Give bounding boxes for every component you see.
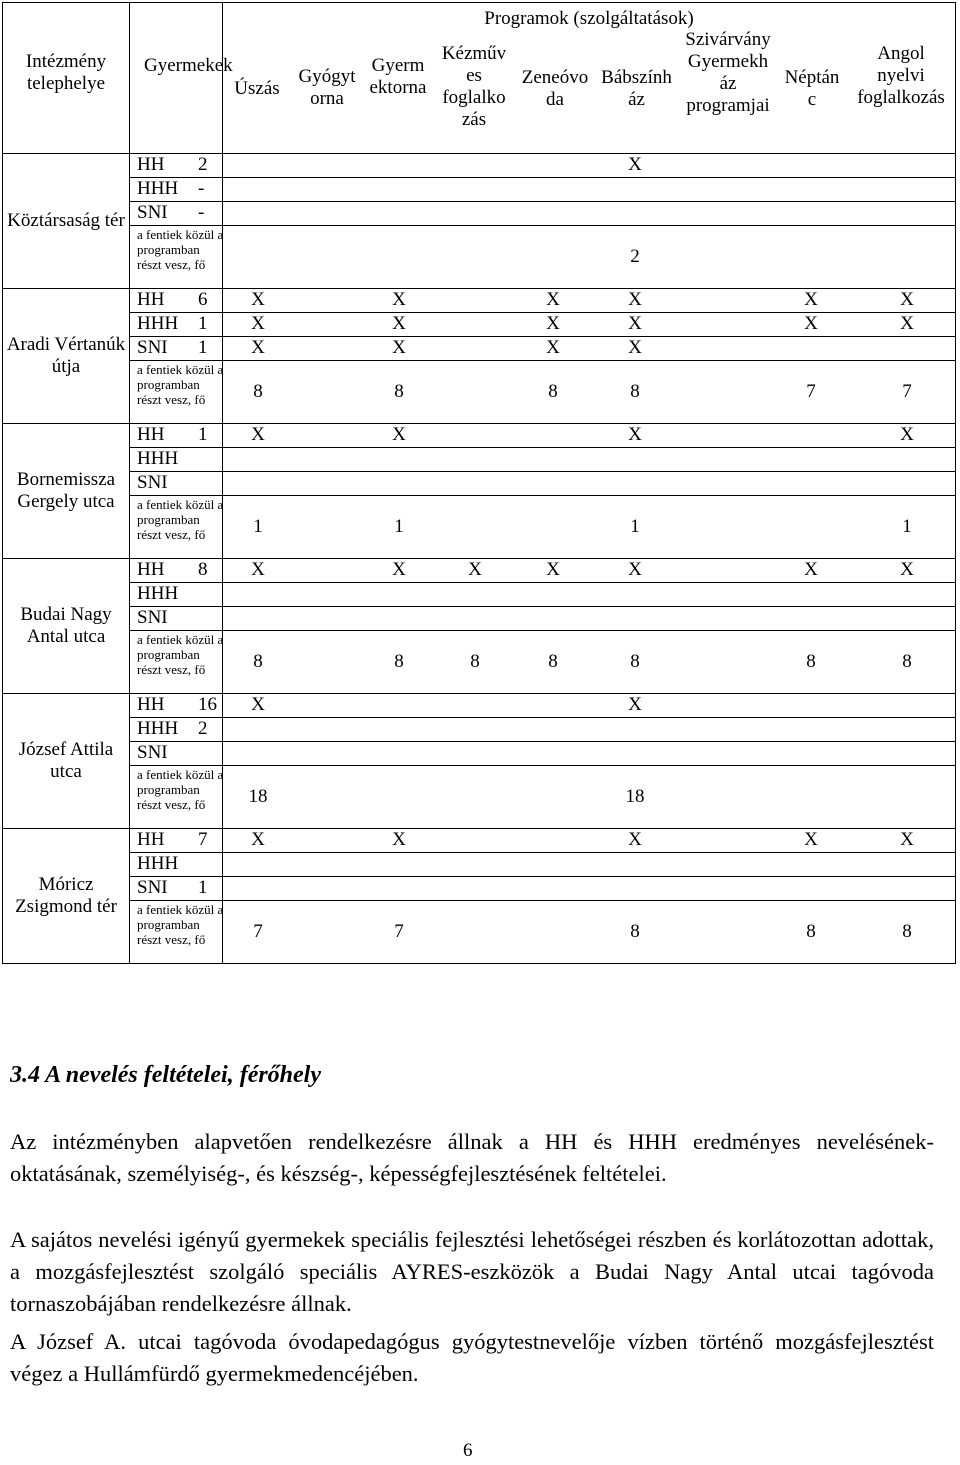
- program-mark: X: [392, 313, 406, 334]
- table-row: [3, 337, 956, 361]
- category-cell-participants: [130, 361, 223, 424]
- table-row: [3, 178, 956, 202]
- program-header-uszas: Úszás: [234, 78, 280, 99]
- program-values-cell: [223, 202, 956, 226]
- paragraph: Az intézményben alapvetően rendelkezésre állnak a HH és HHH eredményes nevelésének-oktatásának, személyiség-, és készség-, képességfejlesztésének feltételei.: [10, 1129, 934, 1186]
- institution-name: Móricz Zsigmond tér: [3, 829, 130, 964]
- program-mark: X: [392, 289, 406, 310]
- programs-table: [2, 2, 956, 964]
- header-programs: [223, 3, 956, 154]
- program-values-cell: [223, 496, 956, 559]
- program-header-kezmuves: Kézműves foglalkozás: [441, 43, 507, 130]
- category-label: SNI: [137, 337, 168, 358]
- category-cell-sni: [130, 337, 223, 361]
- program-mark: X: [251, 694, 265, 715]
- participant-count: 7: [806, 381, 816, 402]
- category-count: 6: [198, 289, 208, 310]
- program-mark: X: [628, 559, 642, 580]
- category-count: 2: [198, 718, 208, 739]
- program-values-cell: [223, 424, 956, 448]
- table-row: [3, 766, 956, 829]
- program-mark: X: [392, 559, 406, 580]
- program-header-gyogytorna: Gyógytorna: [298, 66, 356, 109]
- participant-count: 7: [253, 921, 263, 942]
- program-values-cell: [223, 901, 956, 964]
- table-row: [3, 361, 956, 424]
- participant-count: 8: [630, 651, 640, 672]
- program-mark: X: [804, 289, 818, 310]
- category-cell-participants: [130, 901, 223, 964]
- program-mark: X: [804, 313, 818, 334]
- participant-count: 8: [394, 651, 404, 672]
- category-label: a fentiek közül a programban részt vesz, fő: [137, 227, 224, 272]
- category-cell-sni: [130, 202, 223, 226]
- program-mark: X: [546, 289, 560, 310]
- participant-count: 8: [470, 651, 480, 672]
- category-label: HH: [137, 559, 165, 580]
- category-label: a fentiek közül a programban részt vesz, fő: [137, 767, 224, 812]
- participant-count: 8: [630, 921, 640, 942]
- program-mark: X: [628, 424, 642, 445]
- category-cell-participants: [130, 766, 223, 829]
- table-row: [3, 472, 956, 496]
- category-cell-hhh: [130, 448, 223, 472]
- category-count: 16: [198, 694, 217, 715]
- table-row: [3, 631, 956, 694]
- program-mark: X: [628, 694, 642, 715]
- participant-count: 8: [806, 921, 816, 942]
- category-cell-hh: [130, 829, 223, 853]
- participant-count: 1: [630, 516, 640, 537]
- program-mark: X: [392, 337, 406, 358]
- category-count: 1: [198, 424, 208, 445]
- program-mark: X: [628, 337, 642, 358]
- paragraph: A sajátos nevelési igényű gyermekek speciális fejlesztési lehetőségei részben és korlátozottan adottak, a mozgásfejlesztést szolgáló speciális AYRES-eszközök a Budai Nagy Antal utcai tagóvoda tornaszobájában rendelkezésre állnak.: [10, 1227, 934, 1316]
- category-label: SNI: [137, 472, 168, 493]
- table-row: [3, 718, 956, 742]
- category-label: HH: [137, 424, 165, 445]
- program-values-cell: [223, 559, 956, 583]
- institution-name: Köztársaság tér: [3, 154, 130, 289]
- category-count: 1: [198, 877, 208, 898]
- table-row: [3, 496, 956, 559]
- category-cell-sni: [130, 607, 223, 631]
- table-row: [3, 226, 956, 289]
- category-label: HHH: [137, 448, 179, 469]
- participant-count: 8: [806, 651, 816, 672]
- program-values-cell: [223, 631, 956, 694]
- participant-count: 1: [902, 516, 912, 537]
- category-count: 8: [198, 559, 208, 580]
- program-values-cell: [223, 337, 956, 361]
- category-label: HH: [137, 289, 165, 310]
- table-row: [3, 154, 956, 178]
- program-values-cell: [223, 583, 956, 607]
- category-label: HHH: [137, 178, 179, 199]
- category-label: a fentiek közül a programban részt vesz, fő: [137, 497, 224, 542]
- programs-header-label: Programok (szolgáltatások): [484, 8, 694, 29]
- program-mark: X: [251, 337, 265, 358]
- category-label: a fentiek közül a programban részt vesz, fő: [137, 902, 224, 947]
- category-cell-participants: [130, 631, 223, 694]
- participant-count: 8: [394, 381, 404, 402]
- program-mark: X: [900, 829, 914, 850]
- category-cell-hhh: [130, 853, 223, 877]
- category-count: -: [198, 178, 205, 199]
- category-label: HHH: [137, 583, 179, 604]
- program-values-cell: [223, 313, 956, 337]
- institution-name: Budai Nagy Antal utca: [3, 559, 130, 694]
- participant-count: 1: [253, 516, 263, 537]
- participant-count: 2: [630, 246, 640, 267]
- category-count: -: [198, 202, 205, 223]
- program-mark: X: [468, 559, 482, 580]
- program-mark: X: [900, 424, 914, 445]
- page-number: 6: [463, 1440, 473, 1461]
- category-cell-sni: [130, 742, 223, 766]
- table-row: [3, 313, 956, 337]
- program-values-cell: [223, 853, 956, 877]
- program-mark: X: [546, 313, 560, 334]
- program-values-cell: [223, 607, 956, 631]
- category-cell-hhh: [130, 718, 223, 742]
- program-mark: X: [546, 559, 560, 580]
- category-label: SNI: [137, 607, 168, 628]
- program-mark: X: [628, 829, 642, 850]
- paragraph: A József A. utcai tagóvoda óvodapedagógus gyógytestnevelője vízben történő mozgásfejlesztést végez a Hullámfürdő gyermekmedencéjében.: [10, 1329, 934, 1386]
- table-row: [3, 742, 956, 766]
- program-mark: X: [628, 289, 642, 310]
- participant-count: 8: [902, 651, 912, 672]
- program-values-cell: [223, 472, 956, 496]
- category-label: HH: [137, 694, 165, 715]
- program-mark: X: [804, 829, 818, 850]
- program-values-cell: [223, 361, 956, 424]
- table-row: [3, 202, 956, 226]
- participant-count: 8: [630, 381, 640, 402]
- category-cell-hh: [130, 559, 223, 583]
- institution-name: Bornemissza Gergely utca: [3, 424, 130, 559]
- category-cell-hh: [130, 289, 223, 313]
- institution-name: Aradi Vértanúk útja: [3, 289, 130, 424]
- category-label: HHH: [137, 313, 179, 334]
- program-header-szivarvany: Szivárvány Gyermekház programjai: [685, 29, 771, 116]
- program-values-cell: [223, 289, 956, 313]
- category-label: HHH: [137, 718, 179, 739]
- table-row: [3, 559, 956, 583]
- category-label: a fentiek közül a programban részt vesz, fő: [137, 632, 224, 677]
- header-children: [130, 3, 233, 154]
- header-children-label: Gyermekek: [144, 55, 233, 76]
- program-values-cell: [223, 877, 956, 901]
- section-title: 3.4 A nevelés feltételei, férőhely: [10, 1062, 322, 1088]
- table-row: [3, 424, 956, 448]
- participant-count: 18: [248, 786, 268, 807]
- program-mark: X: [804, 559, 818, 580]
- category-cell-participants: [130, 496, 223, 559]
- program-values-cell: [223, 829, 956, 853]
- program-header-babszinhaz: Bábszínház: [601, 67, 672, 110]
- category-label: SNI: [137, 202, 168, 223]
- program-values-cell: [223, 742, 956, 766]
- program-mark: X: [900, 559, 914, 580]
- program-header-neptanc: Néptánc: [784, 67, 840, 110]
- participant-count: 8: [253, 651, 263, 672]
- category-cell-hhh: [130, 178, 223, 202]
- participant-count: 7: [394, 921, 404, 942]
- program-mark: X: [251, 289, 265, 310]
- program-mark: X: [900, 289, 914, 310]
- institution-name: József Attila utca: [3, 694, 130, 829]
- category-label: HH: [137, 829, 165, 850]
- category-label: HHH: [137, 853, 179, 874]
- category-count: 7: [198, 829, 208, 850]
- program-mark: X: [251, 313, 265, 334]
- category-label: a fentiek közül a programban részt vesz, fő: [137, 362, 224, 407]
- table-row: [3, 607, 956, 631]
- category-cell-sni: [130, 877, 223, 901]
- category-count: 1: [198, 313, 208, 334]
- participant-count: 8: [253, 381, 263, 402]
- category-count: 2: [198, 154, 208, 175]
- participant-count: 18: [625, 786, 645, 807]
- program-mark: X: [251, 559, 265, 580]
- table-row: [3, 901, 956, 964]
- category-cell-hhh: [130, 583, 223, 607]
- header-institution: [3, 3, 130, 154]
- category-count: 1: [198, 337, 208, 358]
- category-cell-hh: [130, 424, 223, 448]
- table-row: [3, 829, 956, 853]
- table-header-row: [3, 3, 956, 154]
- category-cell-sni: [130, 472, 223, 496]
- program-header-angol: Angol nyelvi foglalkozás: [857, 43, 945, 108]
- category-label: SNI: [137, 742, 168, 763]
- category-cell-hh: [130, 694, 223, 718]
- program-values-cell: [223, 766, 956, 829]
- program-header-gyermektorna: Gyermektorna: [369, 55, 427, 98]
- program-mark: X: [900, 313, 914, 334]
- category-cell-participants: [130, 226, 223, 289]
- category-label: SNI: [137, 877, 168, 898]
- category-cell-hhh: [130, 313, 223, 337]
- program-mark: X: [251, 829, 265, 850]
- program-values-cell: [223, 178, 956, 202]
- program-header-zeneovoda: Zeneóvoda: [521, 67, 589, 110]
- participant-count: 7: [902, 381, 912, 402]
- program-values-cell: [223, 694, 956, 718]
- program-mark: X: [392, 424, 406, 445]
- table-row: [3, 289, 956, 313]
- table-row: [3, 877, 956, 901]
- table-row: [3, 694, 956, 718]
- participant-count: 8: [548, 651, 558, 672]
- table-row: [3, 853, 956, 877]
- program-mark: X: [628, 313, 642, 334]
- program-values-cell: [223, 226, 956, 289]
- table-row: [3, 583, 956, 607]
- header-institution-label: Intézmény telephelye: [25, 51, 107, 94]
- program-mark: X: [251, 424, 265, 445]
- program-mark: X: [628, 154, 642, 175]
- participant-count: 1: [394, 516, 404, 537]
- program-mark: X: [546, 337, 560, 358]
- program-values-cell: [223, 154, 956, 178]
- participant-count: 8: [548, 381, 558, 402]
- category-label: HH: [137, 154, 165, 175]
- program-values-cell: [223, 448, 956, 472]
- program-mark: X: [392, 829, 406, 850]
- participant-count: 8: [902, 921, 912, 942]
- category-cell-hh: [130, 154, 223, 178]
- table-row: [3, 448, 956, 472]
- program-values-cell: [223, 718, 956, 742]
